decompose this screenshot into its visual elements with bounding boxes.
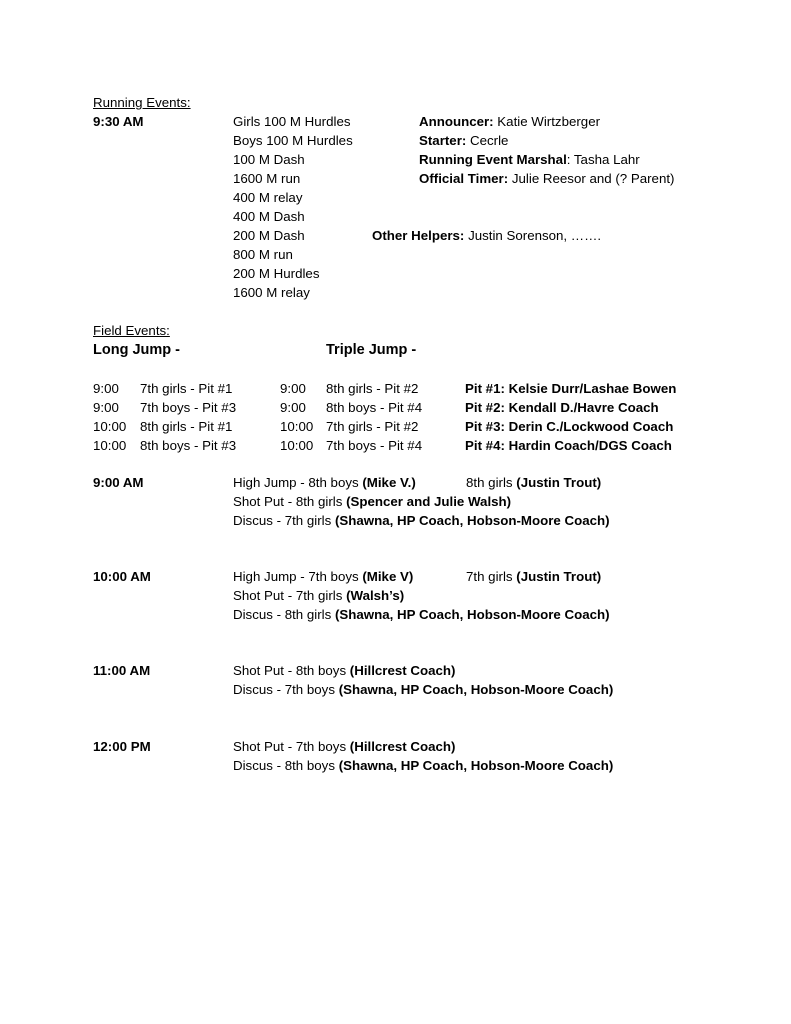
session-extra-helpers: (Justin Trout): [516, 569, 602, 584]
session-event: Shot Put - 8th girls: [233, 494, 347, 509]
official-row: [419, 150, 674, 169]
session-event: Shot Put - 7th boys: [233, 739, 350, 754]
session-helpers: (Shawna, HP Coach, Hobson-Moore Coach): [338, 758, 614, 773]
official-role: Announcer:: [419, 114, 494, 129]
session-line: [233, 661, 613, 680]
running-event: Boys 100 M Hurdles: [233, 133, 353, 148]
running-event-list: [233, 112, 353, 302]
official-name: Cecrle: [466, 133, 509, 148]
session-time: 12:00 PM: [93, 739, 151, 754]
session-event: Shot Put - 8th boys: [233, 663, 350, 678]
session-extra: [466, 473, 601, 492]
session-line: [233, 680, 613, 699]
session-time: 10:00 AM: [93, 569, 151, 584]
session-event: Shot Put - 7th girls: [233, 588, 347, 603]
session-line: [233, 605, 610, 624]
running-event: 400 M relay: [233, 190, 303, 205]
session-line: [233, 586, 610, 605]
session-helpers: (Shawna, HP Coach, Hobson-Moore Coach): [334, 607, 610, 622]
triple-jump-events: [326, 379, 422, 455]
tj-event: 7th boys - Pit #4: [326, 438, 423, 453]
pit-assignment: Pit #3: Derin C./Lockwood Coach: [465, 419, 674, 434]
official-role: Official Timer:: [419, 171, 509, 186]
official-row: [419, 169, 674, 188]
session-lines: [233, 737, 613, 775]
session-extra-event: 8th girls: [466, 475, 517, 490]
running-events-heading: Running Events:: [93, 95, 191, 110]
tj-time: 9:00: [280, 400, 306, 415]
session-helpers: (Spencer and Julie Walsh): [346, 494, 512, 509]
session-helpers: (Hillcrest Coach): [349, 739, 456, 754]
tj-event: 7th girls - Pit #2: [326, 419, 419, 434]
session-extra-event: 7th girls: [466, 569, 517, 584]
official-role: Starter:: [419, 133, 467, 148]
pit-assignment: Pit #1: Kelsie Durr/Lashae Bowen: [465, 381, 677, 396]
session-event: Discus - 7th boys: [233, 682, 339, 697]
other-helpers: [372, 226, 601, 245]
session-helpers: (Hillcrest Coach): [349, 663, 456, 678]
official-row: [419, 112, 674, 131]
running-event: 1600 M relay: [233, 285, 310, 300]
long-jump-title: Long Jump -: [93, 342, 180, 358]
session-lines: [233, 661, 613, 699]
session-time: 9:00 AM: [93, 475, 144, 490]
official-row: [419, 131, 674, 150]
tj-event: 8th boys - Pit #4: [326, 400, 423, 415]
session-helpers: (Walsh’s): [346, 588, 405, 603]
running-event: 200 M Hurdles: [233, 266, 320, 281]
lj-time: 10:00: [93, 438, 127, 453]
session-event: Discus - 8th girls: [233, 607, 335, 622]
triple-jump-title: Triple Jump -: [326, 342, 417, 358]
running-event: 1600 M run: [233, 171, 301, 186]
session-event: Discus - 7th girls: [233, 513, 335, 528]
session-event: Discus - 8th boys: [233, 758, 339, 773]
lj-time: 10:00: [93, 419, 127, 434]
session-line: [233, 511, 610, 530]
tj-time: 10:00: [280, 438, 314, 453]
tj-event: 8th girls - Pit #2: [326, 381, 419, 396]
long-jump-times: [93, 379, 126, 455]
running-event: 100 M Dash: [233, 152, 305, 167]
session-helpers: (Mike V.): [362, 475, 416, 490]
pit-assignment: Pit #4: Hardin Coach/DGS Coach: [465, 438, 672, 453]
session-event: High Jump - 7th boys: [233, 569, 363, 584]
official-role: Running Event Marshal: [419, 152, 567, 167]
session-line: [233, 737, 613, 756]
running-event: 200 M Dash: [233, 228, 305, 243]
session-event: High Jump - 8th boys: [233, 475, 363, 490]
session-line: [233, 756, 613, 775]
lj-event: 8th girls - Pit #1: [140, 419, 233, 434]
running-time: 9:30 AM: [93, 114, 144, 129]
session-extra-helpers: (Justin Trout): [516, 475, 602, 490]
tj-time: 9:00: [280, 381, 306, 396]
session-helpers: (Shawna, HP Coach, Hobson-Moore Coach): [334, 513, 610, 528]
session-helpers: (Mike V): [362, 569, 414, 584]
helpers-name: Justin Sorenson, …….: [464, 228, 602, 243]
helpers-role: Other Helpers:: [372, 228, 465, 243]
running-event: 400 M Dash: [233, 209, 305, 224]
session-time: 11:00 AM: [93, 663, 151, 678]
triple-jump-times: [280, 379, 313, 455]
lj-time: 9:00: [93, 381, 119, 396]
lj-event: 8th boys - Pit #3: [140, 438, 237, 453]
running-event: Girls 100 M Hurdles: [233, 114, 351, 129]
official-name: : Tasha Lahr: [566, 152, 640, 167]
field-events-heading: Field Events:: [93, 323, 170, 338]
running-event: 800 M run: [233, 247, 293, 262]
lj-event: 7th girls - Pit #1: [140, 381, 233, 396]
lj-event: 7th boys - Pit #3: [140, 400, 237, 415]
running-officials: [419, 112, 674, 188]
pit-assignment: Pit #2: Kendall D./Havre Coach: [465, 400, 659, 415]
official-name: Katie Wirtzberger: [493, 114, 601, 129]
session-helpers: (Shawna, HP Coach, Hobson-Moore Coach): [338, 682, 614, 697]
session-line: [233, 492, 610, 511]
session-extra: [466, 567, 601, 586]
long-jump-events: [140, 379, 236, 455]
pit-assignments: [465, 379, 676, 455]
lj-time: 9:00: [93, 400, 119, 415]
official-name: Julie Reesor and (? Parent): [508, 171, 675, 186]
tj-time: 10:00: [280, 419, 314, 434]
